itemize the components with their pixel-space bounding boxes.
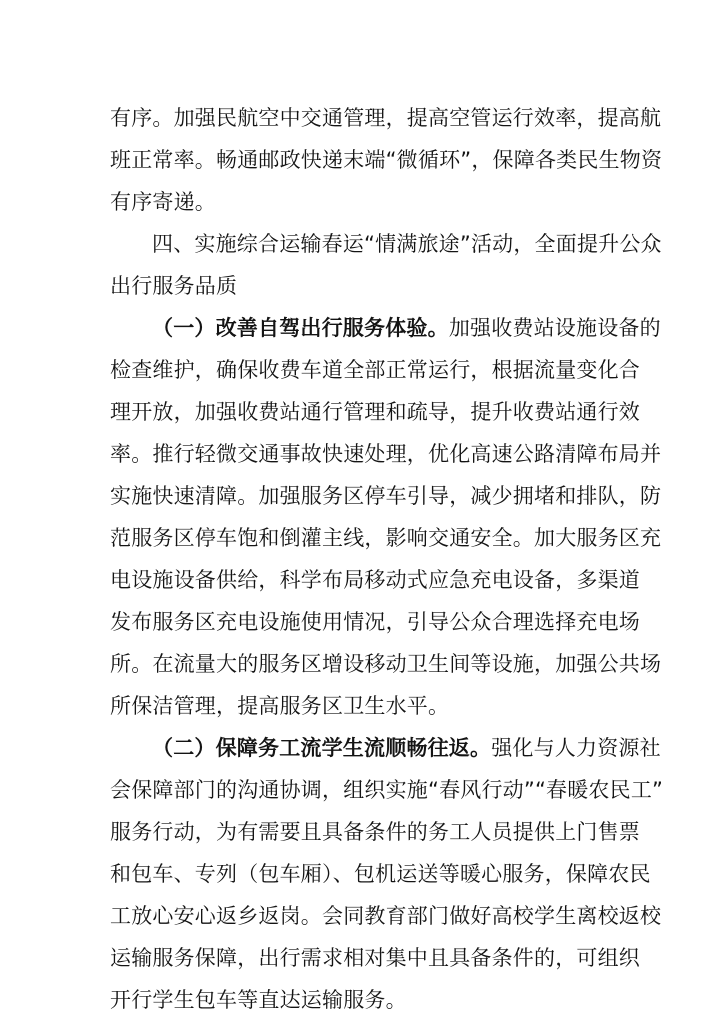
paragraph-line: 有序。加强民航空中交通管理，提高空管运行效率，提高航 (110, 106, 662, 130)
paragraph-line: 率。推行轻微交通事故快速处理，优化高速公路清障布局并 (110, 442, 662, 466)
subsection-title: （一）改善自驾出行服务体验。 (152, 316, 449, 340)
paragraph-line: 实施快速清障。加强服务区停车引导，减少拥堵和排队，防 (110, 484, 662, 508)
paragraph-line: 有序寄递。 (110, 190, 216, 214)
paragraph-line: 工放心安心返乡返岗。会同教育部门做好高校学生离校返校 (110, 904, 662, 928)
subsection-text: 强化与人力资源社 (491, 736, 661, 760)
section-heading: 四、实施综合运输春运“情满旅途”活动，全面提升公众 (152, 232, 662, 256)
paragraph-line: 理开放，加强收费站通行管理和疏导，提升收费站通行效 (110, 400, 640, 424)
paragraph-line: 所。在流量大的服务区增设移动卫生间等设施，加强公共场 (110, 652, 662, 676)
paragraph-line: 会保障部门的沟通协调，组织实施“春风行动”“春暖农民工” (110, 778, 664, 802)
subsection-first-line (110, 728, 661, 768)
subsection-title: （二）保障务工流学生流顺畅往返。 (152, 736, 492, 760)
paragraph-line: 发布服务区充电设施使用情况，引导公众合理选择充电场 (110, 610, 640, 634)
subsection-first-line (110, 308, 661, 348)
paragraph-line: 班正常率。畅通邮政快递末端“微循环”，保障各类民生物资 (110, 148, 663, 172)
paragraph-line: 所保洁管理，提高服务区卫生水平。 (110, 694, 450, 718)
paragraph-line: 服务行动，为有需要且具备条件的务工人员提供上门售票 (110, 820, 640, 844)
paragraph-line: 开行学生包车等直达运输服务。 (110, 988, 407, 1012)
paragraph-line: 电设施设备供给，科学布局移动式应急充电设备，多渠道 (110, 568, 640, 592)
paragraph-line: 检查维护，确保收费车道全部正常运行，根据流量变化合 (110, 358, 640, 382)
section-heading-cont: 出行服务品质 (110, 274, 238, 298)
subsection-text: 加强收费站设施设备的 (448, 316, 661, 340)
paragraph-line: 运输服务保障，出行需求相对集中且具备条件的，可组织 (110, 946, 640, 970)
paragraph-line: 和包车、专列（包车厢）、包机运送等暖心服务，保障农民 (110, 862, 651, 886)
paragraph-line: 范服务区停车饱和倒灌主线，影响交通安全。加大服务区充 (110, 526, 662, 550)
